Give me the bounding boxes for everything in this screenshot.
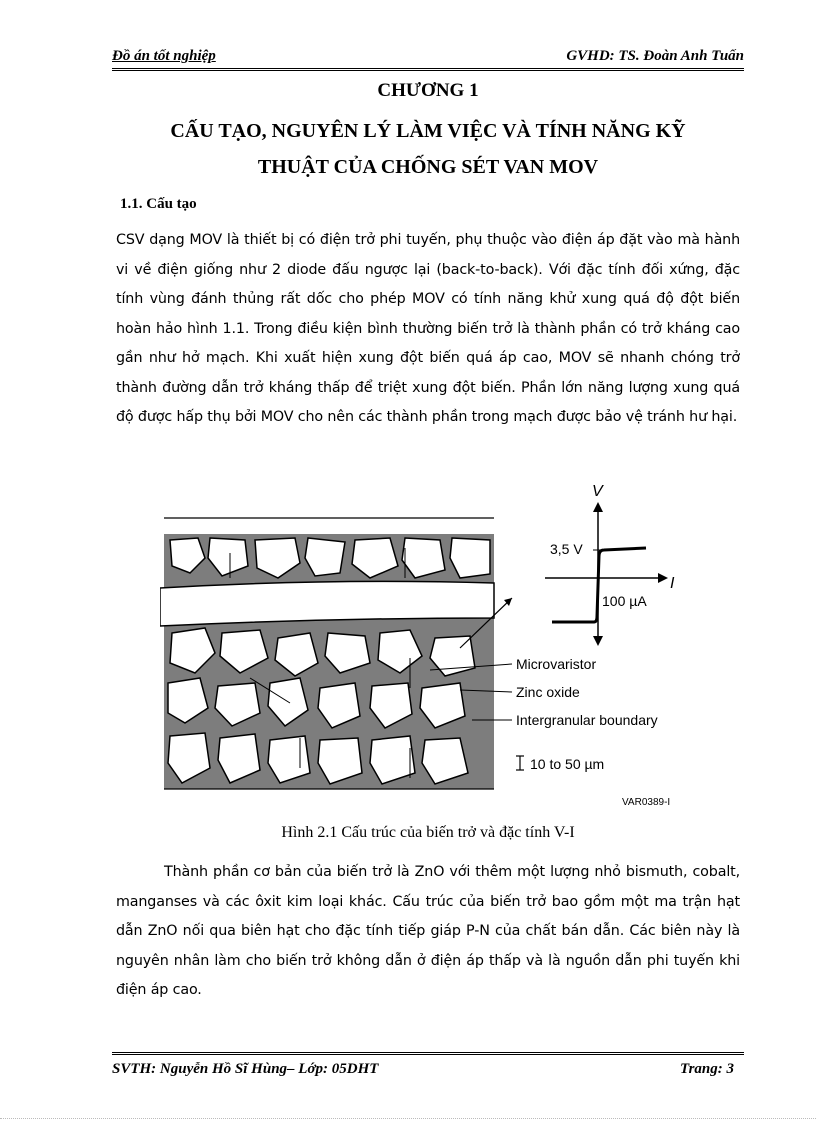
vi-curve [552,548,646,622]
header-left: Đồ án tốt nghiệp [112,48,216,64]
footer-right: Trang: 3 [679,1061,734,1077]
mov-figure [160,478,700,813]
figure-code: VAR0389-I [622,797,671,808]
header-right: GVHD: TS. Đoàn Anh Tuấn [566,48,744,64]
legend-intergranular-boundary: Intergranular boundary [516,712,658,728]
figure-caption: Hình 2.1 Cấu trúc của biến trở và đặc tính V-I [281,824,575,841]
axis-i-label: I [670,575,675,592]
voltage-label: 3,5 V [550,541,583,557]
page-header [112,46,744,71]
paragraph-1: CSV dạng MOV là thiết bị có điện trở phi tuyến, phụ thuộc vào điện áp đặt vào mà hành vi về điện giống như 2 diode đấu ngược lại (back-to-back). Với đặc tính đối xứng, đặc tính vùng đánh thủng rất dốc cho phép MOV có tính năng khử xung quá độ đột biến hoàn hảo hình 1.1. Trong điều kiện bình thường biến trở là thành phần có trở kháng cao gần như hở mạch. Khi xuất hiện xung đột biến quá áp cao, MOV sẽ nhanh chóng trở thành đường dẫn trở kháng thấp để triệt xung đột biến. Phần lớn năng lượng xung quá độ được hấp thụ bởi MOV cho nên các thành phần trong mạch được bảo vệ tránh hư hại. [116,232,740,425]
footer-left: SVTH: Nguyễn Hồ Sĩ Hùng– Lớp: 05DHT [112,1061,379,1077]
chapter-title-line2: THUẬT CỦA CHỐNG SÉT VAN MOV [257,156,599,178]
section-heading: 1.1. Cấu tạo [120,196,197,212]
vi-characteristic [545,502,668,646]
axis-v-label: V [592,483,603,500]
paragraph-2: Thành phần cơ bản của biến trở là ZnO với thêm một lượng nhỏ bismuth, cobalt, manganses và các ôxit kim loại khác. Cấu trúc của biến trở bao gồm một ma trận hạt dẫn ZnO nối qua biên hạt cho đặc tính tiếp giáp P-N của chất bán dẫn. Các biên này là nguyên nhân làm cho biến trở không dẫn ở điện áp thấp và là nguồn dẫn phi tuyến khi điện áp cao. [116,864,740,998]
chapter-heading: CHƯƠNG 1 [377,80,479,101]
current-label: 100 µA [602,593,647,609]
chapter-title-line1: CẤU TẠO, NGUYÊN LÝ LÀM VIỆC VÀ TÍNH NĂNG KỸ [170,120,686,142]
scale-bar [516,756,524,770]
scale-label: 10 to 50 µm [530,756,605,772]
legend-zinc-oxide: Zinc oxide [516,684,580,700]
page-footer [112,1052,744,1077]
legend-microvaristor: Microvaristor [516,656,597,672]
page-bottom-border [0,1118,816,1119]
